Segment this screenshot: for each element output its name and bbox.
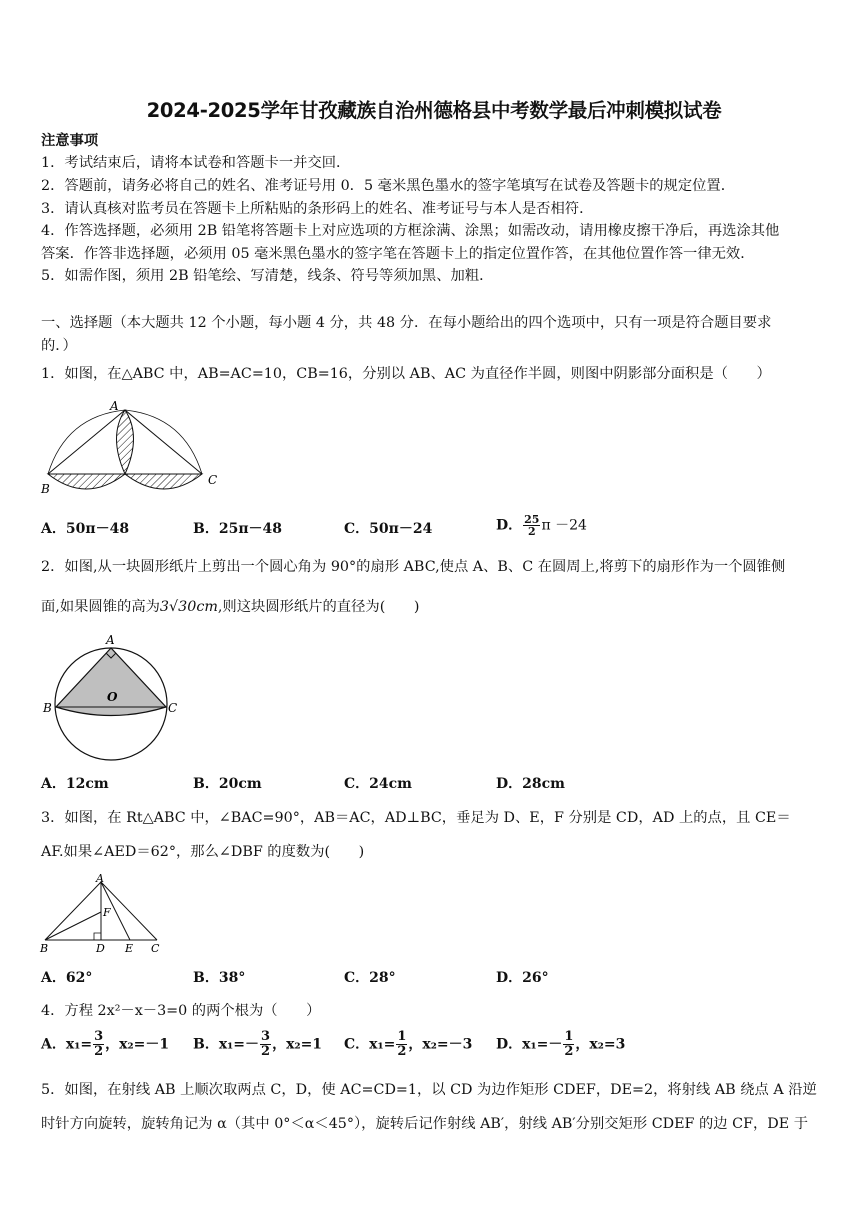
- q3-label-b: B: [40, 942, 49, 954]
- q4-option-b-num: 3: [261, 1029, 271, 1044]
- q5-stem-1: 5．如图，在射线 AB 上顺次取两点 C，D，使 AC=CD=1，以 CD 为边作矩形 CDEF，DE=2，将射线 AB 绕点 A 沿逆: [41, 1082, 817, 1098]
- q2-options: [41, 773, 841, 793]
- q4-option-d-num: 1: [564, 1029, 574, 1044]
- q3-stem-2: AF.如果∠AED＝62°，那么∠DBF 的度数为( ): [41, 844, 365, 860]
- q3-label-c: C: [151, 942, 160, 954]
- q3-options: [41, 967, 841, 987]
- q4-option-a[interactable]: [41, 1030, 169, 1059]
- q2-label-o: O: [107, 690, 118, 704]
- q4-option-a-pre: A．x₁=: [41, 1036, 93, 1053]
- section-heading: 一、选择题（本大题共 12 个小题，每小题 4 分，共 48 分．在每小题给出的四个选项中，只有一项是符合题目要求: [41, 315, 772, 331]
- q4-option-b-den: 2: [261, 1044, 271, 1059]
- q4-option-b-post: ，x₂=1: [272, 1036, 323, 1053]
- q4-stem: 4．方程 2x²－x－3=0 的两个根为（ ）: [41, 1003, 321, 1019]
- q2-label-b: B: [43, 701, 52, 715]
- q3-label-a: A: [96, 872, 104, 885]
- q3-figure: [36, 872, 166, 954]
- q1-label-b: B: [41, 482, 50, 496]
- notice-item-2: 2．答题前，请务必将自己的姓名、准考证号用 0．5 毫米黑色墨水的签字笔填写在试卷及答题卡的规定位置．: [41, 178, 736, 194]
- q4-option-d-den: 2: [564, 1044, 574, 1059]
- q1-options: [41, 513, 841, 540]
- q1-option-d-suffix: π －24: [541, 517, 587, 534]
- q3-option-a[interactable]: A．62°: [41, 970, 93, 986]
- q1-option-d[interactable]: [496, 514, 587, 537]
- q2-label-c: C: [168, 701, 178, 715]
- q4-option-b-pre: B．x₁=－: [193, 1036, 260, 1053]
- q2-height-expression: 3√30cm: [159, 599, 218, 615]
- q2-stem-1: 2．如图,从一块圆形纸片上剪出一个圆心角为 90°的扇形 ABC,使点 A、B、C 在圆周上,将剪下的扇形作为一个圆锥侧: [41, 559, 786, 575]
- q3-label-d: D: [96, 942, 105, 954]
- q1-option-c[interactable]: C．50π－24: [344, 521, 433, 537]
- q3-stem-1: 3．如图，在 Rt△ABC 中，∠BAC=90°，AB＝AC，AD⊥BC，垂足为 D、E，F 分别是 CD，AD 上的点，且 CE＝: [41, 810, 791, 826]
- q3-option-b[interactable]: B．38°: [193, 970, 246, 986]
- q3-option-d[interactable]: D．26°: [496, 970, 549, 986]
- q2-option-d[interactable]: D．28cm: [496, 776, 565, 792]
- q1-figure: [36, 396, 226, 496]
- q4-option-a-post: ，x₂=－1: [105, 1036, 170, 1053]
- q1-label-c: C: [208, 473, 218, 487]
- q4-options: [41, 1030, 841, 1070]
- q1-option-d-prefix: D．: [496, 517, 523, 534]
- notice-item-1: 1．考试结束后，请将本试卷和答题卡一并交回．: [41, 155, 351, 171]
- q1-label-a: A: [110, 399, 119, 413]
- q1-option-a[interactable]: A．50π－48: [41, 521, 130, 537]
- q1-option-d-den: 2: [527, 525, 536, 538]
- notice-heading: 注意事项: [41, 133, 99, 149]
- q3-label-f: F: [103, 906, 111, 919]
- q3-label-e: E: [125, 942, 134, 954]
- q2-stem-2: [41, 597, 838, 617]
- q1-stem: 1．如图，在△ABC 中，AB=AC=10，CB=16，分别以 AB、AC 为直径作半圆，则图中阴影部分面积是（ ）: [41, 366, 771, 382]
- q4-option-c-pre: C．x₁=: [344, 1036, 396, 1053]
- q1-option-d-num: 25: [524, 513, 540, 526]
- q2-figure: [40, 632, 190, 762]
- q2-stem-2-post: ,则这块圆形纸片的直径为( ): [217, 599, 420, 615]
- q5-stem-2: 时针方向旋转，旋转角记为 α（其中 0°＜α＜45°），旋转后记作射线 AB′，射线 AB′分别交矩形 CDEF 的边 CF，DE 于: [41, 1116, 809, 1132]
- q2-stem-2-pre: 面,如果圆锥的高为: [41, 599, 160, 615]
- notice-item-4: 4．作答选择题，必须用 2B 铅笔将答题卡上对应选项的方框涂满、涂黑；如需改动，请用橡皮擦干净后，再选涂其他: [41, 223, 780, 239]
- q4-option-c-den: 2: [397, 1044, 407, 1059]
- q4-option-a-den: 2: [94, 1044, 104, 1059]
- notice-item-5: 5．如需作图，须用 2B 铅笔绘、写清楚，线条、符号等须加黑、加粗．: [41, 268, 494, 284]
- q2-option-c[interactable]: C．24cm: [344, 776, 412, 792]
- section-heading-cont: 的．）: [41, 338, 77, 354]
- q4-option-d[interactable]: [496, 1030, 625, 1059]
- q2-option-a[interactable]: A．12cm: [41, 776, 109, 792]
- q4-option-c-num: 1: [397, 1029, 407, 1044]
- q4-option-a-num: 3: [94, 1029, 104, 1044]
- notice-item-4-cont: 答案．作答非选择题，必须用 05 毫米黑色墨水的签字笔在答题卡上的指定位置作答，在其他位置作答一律无效．: [41, 246, 755, 262]
- q1-option-b[interactable]: B．25π－48: [193, 521, 283, 537]
- q4-option-c[interactable]: [344, 1030, 472, 1059]
- q4-option-c-post: ，x₂=－3: [408, 1036, 473, 1053]
- q4-option-b[interactable]: [193, 1030, 322, 1059]
- q4-option-d-post: ，x₂=3: [575, 1036, 626, 1053]
- notice-item-3: 3．请认真核对监考员在答题卡上所粘贴的条形码上的姓名、准考证号与本人是否相符．: [41, 201, 594, 217]
- q2-option-b[interactable]: B．20cm: [193, 776, 262, 792]
- exam-title: 2024-2025学年甘孜藏族自治州德格县中考数学最后冲刺模拟试卷: [146, 99, 722, 122]
- q2-label-a: A: [106, 633, 115, 647]
- q3-option-c[interactable]: C．28°: [344, 970, 396, 986]
- q4-option-d-pre: D．x₁=－: [496, 1036, 563, 1053]
